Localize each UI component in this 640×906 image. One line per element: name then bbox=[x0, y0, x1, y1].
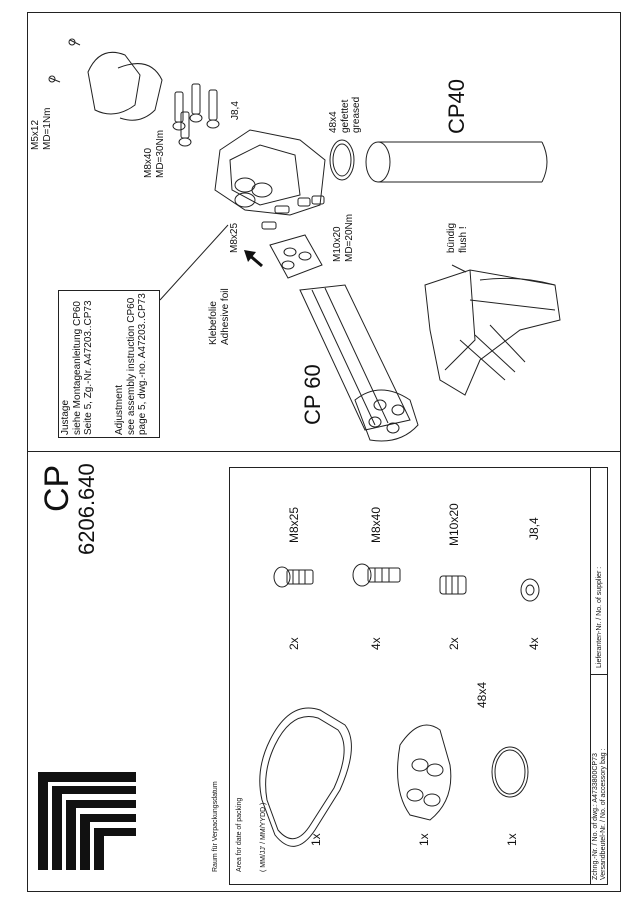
m8x40-label: M8x40 MD=30Nm bbox=[143, 129, 166, 178]
bolt-m8x40-drawing bbox=[353, 564, 400, 586]
flush-label: bündig flush ! bbox=[446, 222, 469, 253]
cp60-label: CP 60 bbox=[300, 364, 325, 425]
bolt-m10x20-drawing bbox=[440, 576, 466, 594]
adhesive-foil-label: Klebefolie Adhesive foil bbox=[208, 288, 231, 345]
seal-2-qty: 1x bbox=[417, 833, 431, 846]
seal-3-qty: 1x bbox=[505, 833, 519, 846]
joined-detail-drawing bbox=[425, 270, 560, 395]
seal-48x4-drawing bbox=[492, 747, 528, 797]
m5-label: M5x12 MD=1Nm bbox=[30, 107, 53, 150]
justage-text: Justage siehe Montageanleitung CP60 Seite 5, Zg.-Nr. A47203..CP73 bbox=[60, 300, 94, 435]
part-m8x40-name: M8x40 bbox=[369, 506, 383, 543]
part-m8x25-qty: 2x bbox=[287, 637, 301, 650]
screw-m5-drawing bbox=[49, 39, 80, 82]
part-m10x20-qty: 2x bbox=[447, 637, 461, 650]
flush-leader bbox=[452, 265, 466, 272]
cp40-label: CP40 bbox=[444, 78, 469, 134]
part-m8x40-qty: 4x bbox=[369, 637, 383, 650]
drawing-number: Zchng.-Nr. / No. of dwg.: A4733800CP73 bbox=[592, 753, 599, 880]
adjustment-text: Adjustment see assembly instruction CP60 page 5, dwg.-no. A47203..CP73 bbox=[114, 293, 148, 435]
bolt-m8x25-drawing bbox=[274, 567, 313, 587]
part-m8x25-name: M8x25 bbox=[287, 506, 301, 543]
accessory-bag-number: Versandbeutel-Nr. / No. of accessory bag : bbox=[600, 748, 607, 880]
packing-date-en: Area for date of packing bbox=[236, 797, 244, 872]
packing-date-label bbox=[196, 781, 276, 872]
screws-m8x40-drawing bbox=[173, 84, 219, 146]
adhesive-foil-assembly bbox=[270, 235, 322, 278]
coupling-housing-drawing bbox=[215, 130, 325, 215]
part-m10x20-name: M10x20 bbox=[447, 503, 461, 546]
j84-label: J8,4 bbox=[230, 101, 241, 120]
adhesive-foil-drawing bbox=[398, 725, 451, 820]
m8x25-label: M8x25 bbox=[229, 222, 240, 253]
part-j84-name: J8,4 bbox=[527, 517, 541, 540]
rittal-logo bbox=[38, 772, 136, 870]
arrow-icon bbox=[244, 250, 262, 266]
packing-date-format: ( MM/JJ' / MM/YYDD ) bbox=[260, 802, 268, 872]
m10x20-label: M10x20 MD=20Nm bbox=[332, 213, 355, 262]
seal-1-qty: 1x bbox=[309, 833, 323, 846]
part-j84-qty: 4x bbox=[527, 637, 541, 650]
cp40-tube-drawing bbox=[366, 142, 547, 182]
supplier-number: Lieferanten-Nr. / No. of supplier : bbox=[596, 566, 603, 668]
article-number: 6206.640 bbox=[74, 463, 99, 555]
seal-48x4-name: 48x4 bbox=[475, 681, 489, 708]
seal48-label: 48x4 gefettet greased bbox=[328, 96, 362, 133]
seal-48x4-assembly bbox=[330, 140, 354, 180]
packing-date-de: Raum für Verpackungsdatum bbox=[212, 781, 220, 872]
cover-cap-drawing bbox=[88, 52, 162, 120]
product-title: CP bbox=[38, 464, 76, 512]
washer-j84-drawing bbox=[521, 579, 539, 601]
